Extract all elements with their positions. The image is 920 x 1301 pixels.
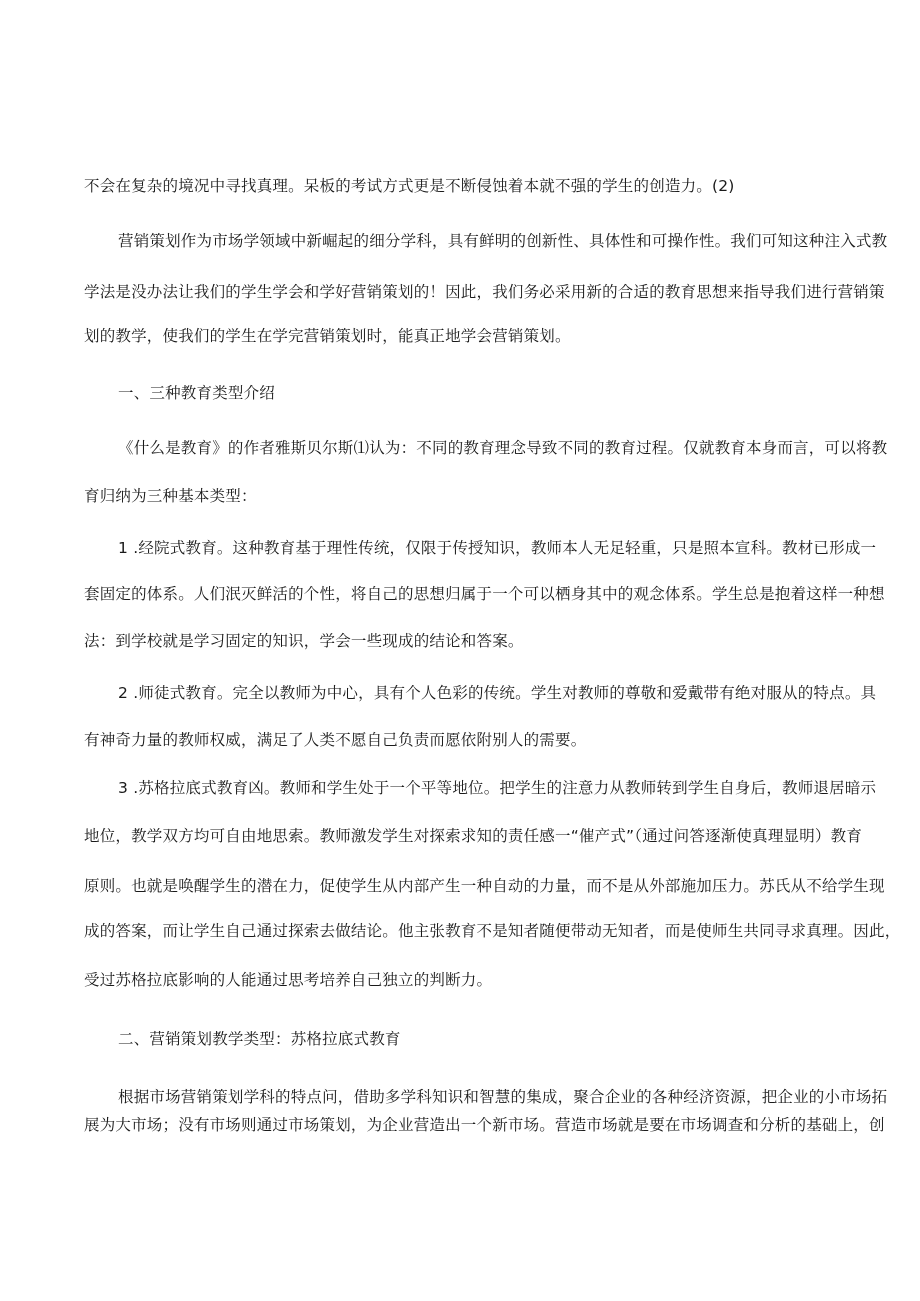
text-line: 学法是没办法让我们的学生学会和学好营销策划的！因此，我们务必采用新的合适的教育思想来指导我们进行营销策 bbox=[84, 283, 885, 301]
text-line: 《什么是教育》的作者雅斯贝尔斯⑴认为：不同的教育理念导致不同的教育过程。仅就教育本身而言，可以将教 bbox=[118, 439, 888, 457]
text-line: 划的教学，使我们的学生在学完营销策划时，能真正地学会营销策划。 bbox=[84, 327, 571, 345]
section-heading: 一、三种教育类型介绍 bbox=[118, 384, 276, 402]
text-line: 成的答案，而让学生自己通过探索去做结论。他主张教育不是知者随便带动无知者，而是使师生共同寻求真理。因此， bbox=[84, 922, 901, 940]
text-line: 受过苏格拉底影响的人能通过思考培养自己独立的判断力。 bbox=[84, 971, 493, 989]
text-line: 营销策划作为市场学领域中新崛起的细分学科，具有鲜明的创新性、具体性和可操作性。我们可知这种注入式教 bbox=[118, 232, 888, 250]
text-line: 原则。也就是唤醒学生的潜在力，促使学生从内部产生一种自动的力量，而不是从外部施加压力。苏氏从不给学生现 bbox=[84, 877, 885, 895]
section-heading: 二、营销策划教学类型：苏格拉底式教育 bbox=[118, 1030, 401, 1048]
text-line: 套固定的体系。人们泯灭鲜活的个性，将自己的思想归属于一个可以栖身其中的观念体系。学生总是抱着这样一种想 bbox=[84, 585, 885, 603]
text-line: 3 .苏格拉底式教育凶。教师和学生处于一个平等地位。把学生的注意力从教师转到学生自身后，教师退居暗示 bbox=[118, 779, 877, 797]
text-line: 育归纳为三种基本类型： bbox=[84, 487, 257, 505]
text-line: 地位，教学双方均可自由地思索。教师激发学生对探索求知的责任感一“催产式”（通过问答逐渐使真理显明）教育 bbox=[84, 827, 863, 845]
text-line: 展为大市场；没有市场则通过市场策划，为企业营造出一个新市场。营造市场就是要在市场调查和分析的基础上，创 bbox=[84, 1116, 885, 1134]
text-line: 法：到学校就是学习固定的知识，学会一些现成的结论和答案。 bbox=[84, 632, 524, 650]
text-line: 1 .经院式教育。这种教育基于理性传统，仅限于传授知识，教师本人无足轻重，只是照本宣科。教材已形成一 bbox=[118, 539, 877, 557]
text-line: 不会在复杂的境况中寻找真理。呆板的考试方式更是不断侵蚀着本就不强的学生的创造力。(2) bbox=[84, 177, 735, 195]
text-line: 有神奇力量的教师权威，满足了人类不愿自己负责而愿依附别人的需要。 bbox=[84, 731, 587, 749]
text-line: 2 .师徒式教育。完全以教师为中心，具有个人色彩的传统。学生对教师的尊敬和爱戴带有绝对服从的特点。具 bbox=[118, 684, 877, 702]
text-line: 根据市场营销策划学科的特点问，借助多学科知识和智慧的集成，聚合企业的各种经济资源，把企业的小市场拓 bbox=[118, 1088, 888, 1106]
